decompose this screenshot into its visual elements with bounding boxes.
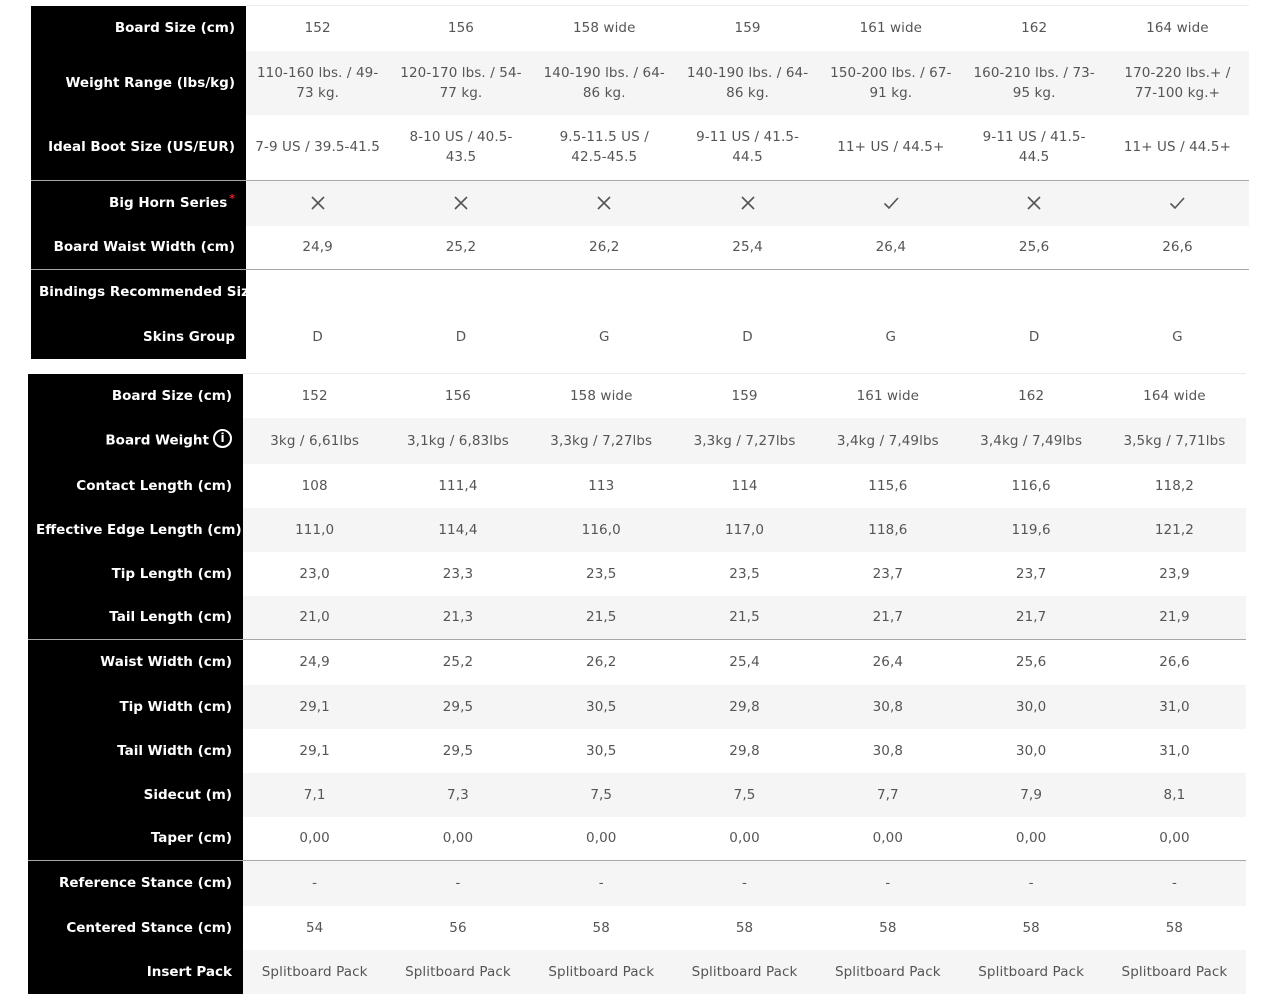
cross-icon <box>596 195 612 211</box>
row-label-text: Taper (cm) <box>150 830 232 847</box>
table-cell <box>533 270 676 315</box>
table-row <box>31 270 1249 315</box>
table-row <box>28 817 1246 861</box>
table-cell: 7,5 <box>530 773 673 817</box>
table-cell: 11+ US / 44.5+ <box>837 139 945 156</box>
table-cell: 26,4 <box>816 640 959 685</box>
table-cell: Splitboard Pack <box>530 950 673 994</box>
row-label <box>28 685 243 729</box>
table-row <box>28 773 1246 817</box>
table-cell: 23,5 <box>729 565 760 582</box>
table-cell: 23,7 <box>1015 565 1047 582</box>
row-label: Skins Group <box>31 315 246 359</box>
table-cell: 25,4 <box>673 640 816 685</box>
table-cell: 26,6 <box>1103 640 1246 685</box>
table-cell: 3,4kg / 7,49lbs <box>959 418 1102 464</box>
table-cell: 25,6 <box>1018 239 1050 256</box>
table-cell: - <box>243 861 386 906</box>
row-label <box>28 817 243 861</box>
table-cell: D <box>1028 328 1040 345</box>
table-cell: 29,5 <box>386 685 529 729</box>
table-cell: 21,7 <box>959 596 1102 640</box>
table-row <box>28 640 1246 685</box>
table-cell: 118,2 <box>1154 477 1194 494</box>
row-label <box>28 906 243 950</box>
table-cell: 7,3 <box>386 773 529 817</box>
table-cell: 113 <box>588 477 615 494</box>
row-label-text: Waist Width (cm) <box>100 654 232 671</box>
table-cell: Splitboard Pack <box>243 950 386 994</box>
table-cell <box>962 181 1105 226</box>
table-row <box>28 596 1246 640</box>
table-cell: 21,3 <box>386 596 529 640</box>
table-cell <box>1106 270 1249 315</box>
table-cell: 7,5 <box>673 773 816 817</box>
row-label <box>28 950 243 994</box>
table-row <box>31 115 1249 181</box>
table-cell: 108 <box>301 477 328 494</box>
table-cell: D <box>455 328 467 345</box>
table-cell: 58 <box>1022 919 1040 936</box>
table-cell: 156 <box>386 374 529 418</box>
cross-icon <box>310 195 326 211</box>
table-cell: 0,00 <box>872 830 904 847</box>
table-cell: 7-9 US / 39.5-41.5 <box>255 139 380 156</box>
table-cell: 164 wide <box>1103 374 1246 418</box>
board-specs-table-2 <box>28 373 1246 994</box>
table-cell: 164 wide <box>1106 6 1249 51</box>
cross-icon <box>740 195 756 211</box>
table-row <box>28 685 1246 729</box>
table-cell: 111,4 <box>438 477 478 494</box>
table-cell <box>819 181 962 226</box>
table-cell: 30,8 <box>816 685 959 729</box>
table-cell: 25,4 <box>732 239 763 256</box>
row-label <box>28 508 243 552</box>
row-label-text: Effective Edge Length (cm) <box>36 521 242 538</box>
table-cell: 23,7 <box>872 565 904 582</box>
table-cell: 170-220 lbs.+ / 77-100 kg.+ <box>1106 51 1249 115</box>
table-cell <box>1106 181 1249 226</box>
row-label-text: Tail Length (cm) <box>109 609 232 626</box>
table-cell: 8,1 <box>1103 773 1246 817</box>
row-label <box>28 773 243 817</box>
row-label-text: Insert Pack <box>146 963 232 980</box>
table-row <box>28 464 1246 508</box>
table-row <box>31 315 1249 359</box>
table-cell: 156 <box>389 6 532 51</box>
row-label: Ideal Boot Size (US/EUR) <box>31 115 246 181</box>
table-cell: 58 <box>735 919 754 936</box>
row-label <box>28 552 243 596</box>
row-label <box>31 181 246 226</box>
table-cell: 30,8 <box>872 742 904 759</box>
table-cell: 21,5 <box>673 596 816 640</box>
table-cell: 116,0 <box>530 508 673 552</box>
row-label-text: Board Weight <box>105 432 209 449</box>
check-icon <box>1169 195 1185 211</box>
table-row <box>28 950 1246 994</box>
table-cell: 0,00 <box>586 830 617 847</box>
table-cell: Splitboard Pack <box>673 950 816 994</box>
table-cell: 7,7 <box>816 773 959 817</box>
table-cell <box>676 270 819 315</box>
table-cell: 3kg / 6,61lbs <box>243 418 386 464</box>
table-cell: 161 wide <box>819 6 962 51</box>
table-cell: 110-160 lbs. / 49-73 kg. <box>246 51 389 115</box>
table-cell <box>389 181 532 226</box>
table-cell: 116,6 <box>1011 477 1051 494</box>
table-cell: 140-190 lbs. / 64-86 kg. <box>676 51 819 115</box>
table-row <box>31 6 1249 51</box>
table-cell: 9-11 US / 41.5-44.5 <box>696 129 800 166</box>
table-cell: - <box>673 861 816 906</box>
row-label-text: Reference Stance (cm) <box>58 875 232 892</box>
table-cell: - <box>959 861 1102 906</box>
row-label-text: Tip Length (cm) <box>111 565 232 582</box>
table-cell: 21,7 <box>816 596 959 640</box>
row-label: Weight Range (lbs/kg) <box>31 51 246 115</box>
row-label <box>28 464 243 508</box>
row-label <box>28 640 243 685</box>
asterisk-marker: * <box>229 192 235 206</box>
table-cell: 3,5kg / 7,71lbs <box>1103 418 1246 464</box>
table-cell: 30,5 <box>530 685 673 729</box>
table-cell: 162 <box>962 6 1105 51</box>
info-icon[interactable]: i <box>213 429 232 448</box>
table-cell: 24,9 <box>302 239 333 256</box>
table-cell: 21,5 <box>530 596 673 640</box>
table-cell: 159 <box>673 374 816 418</box>
table-cell: 31,0 <box>1103 685 1246 729</box>
row-label-text: Contact Length (cm) <box>76 477 232 494</box>
table-cell <box>533 181 676 226</box>
table-cell: 29,8 <box>673 685 816 729</box>
table-cell: G <box>1172 328 1183 345</box>
table-cell: 23,5 <box>586 565 617 582</box>
table-cell: 26,4 <box>875 239 907 256</box>
row-label <box>28 729 243 773</box>
table-cell: 158 wide <box>533 6 676 51</box>
table-cell: D <box>742 328 753 345</box>
table-cell: 26,6 <box>1162 239 1193 256</box>
table-cell: 25,2 <box>386 640 529 685</box>
table-cell: Splitboard Pack <box>959 950 1102 994</box>
table-cell: 56 <box>449 919 467 936</box>
table-cell: 0,00 <box>299 830 330 847</box>
table-cell <box>246 270 389 315</box>
row-label <box>28 418 243 464</box>
table-cell: 26,2 <box>530 640 673 685</box>
table-cell <box>246 181 389 226</box>
table-cell: 30,5 <box>586 742 617 759</box>
table-cell: 29,8 <box>729 742 760 759</box>
table-row <box>28 861 1246 906</box>
table-cell: 0,00 <box>729 830 760 847</box>
table-row <box>31 51 1249 115</box>
row-label <box>28 861 243 906</box>
row-label <box>28 374 243 418</box>
table-cell: 111,0 <box>243 508 386 552</box>
table-cell: 3,4kg / 7,49lbs <box>816 418 959 464</box>
table-row <box>28 906 1246 950</box>
table-cell: D <box>312 328 323 345</box>
table-cell: 0,00 <box>442 830 474 847</box>
table-cell: 58 <box>592 919 610 936</box>
table-cell: 11+ US / 44.5+ <box>1123 139 1231 156</box>
table-cell: 24,9 <box>243 640 386 685</box>
table-cell: 0,00 <box>1159 830 1190 847</box>
table-row <box>31 226 1249 270</box>
table-cell: 7,1 <box>243 773 386 817</box>
row-label: Board Size (cm) <box>31 6 246 51</box>
table-cell <box>819 270 962 315</box>
row-label <box>28 596 243 640</box>
table-cell: 29,1 <box>299 742 330 759</box>
table-cell: 150-200 lbs. / 67-91 kg. <box>819 51 962 115</box>
table-row <box>28 552 1246 596</box>
table-cell <box>962 270 1105 315</box>
table-cell: 114 <box>731 477 758 494</box>
table-cell: 161 wide <box>816 374 959 418</box>
cross-icon <box>453 195 469 211</box>
row-label-text: Sidecut (m) <box>143 786 232 803</box>
table-cell: 3,1kg / 6,83lbs <box>386 418 529 464</box>
table-cell: 58 <box>1165 919 1184 936</box>
table-cell: 23,9 <box>1159 565 1190 582</box>
table-row <box>28 374 1246 418</box>
check-icon <box>883 195 899 211</box>
row-label-text: Tail Width (cm) <box>117 742 232 759</box>
row-label-text: Centered Stance (cm) <box>66 919 232 936</box>
table-cell: 58 <box>879 919 897 936</box>
table-cell: - <box>1103 861 1246 906</box>
cross-icon <box>1026 195 1042 211</box>
table-cell: 158 wide <box>530 374 673 418</box>
row-label-text: Tip Width (cm) <box>119 698 232 715</box>
table-cell: 159 <box>676 6 819 51</box>
table-cell: 160-210 lbs. / 73-95 kg. <box>962 51 1105 115</box>
table-cell: 9.5-11.5 US / 42.5-45.5 <box>559 129 649 166</box>
table-cell: 118,6 <box>816 508 959 552</box>
table-cell: 3,3kg / 7,27lbs <box>530 418 673 464</box>
table-cell: 3,3kg / 7,27lbs <box>673 418 816 464</box>
table-cell: 115,6 <box>868 477 908 494</box>
row-label: Bindings Recommended Size <box>31 270 246 315</box>
table-cell <box>389 270 532 315</box>
table-cell <box>676 181 819 226</box>
table-cell: - <box>530 861 673 906</box>
board-specs-table-1 <box>31 5 1249 359</box>
table-cell: Splitboard Pack <box>816 950 959 994</box>
table-cell: 25,2 <box>445 239 477 256</box>
table-cell: 152 <box>243 374 386 418</box>
table-cell: 31,0 <box>1159 742 1190 759</box>
table-cell: 21,0 <box>243 596 386 640</box>
table-row <box>28 418 1246 464</box>
table-row <box>31 181 1249 226</box>
table-cell: 23,3 <box>442 565 474 582</box>
table-cell: Splitboard Pack <box>1103 950 1246 994</box>
table-row <box>28 508 1246 552</box>
table-cell: 119,6 <box>959 508 1102 552</box>
table-cell: - <box>386 861 529 906</box>
table-cell: 114,4 <box>386 508 529 552</box>
table-cell: 26,2 <box>589 239 620 256</box>
table-cell: 7,9 <box>959 773 1102 817</box>
table-cell: G <box>598 328 610 345</box>
row-label: Board Waist Width (cm) <box>31 226 246 270</box>
table-cell: 54 <box>305 919 324 936</box>
table-cell: 0,00 <box>1015 830 1047 847</box>
table-row <box>28 729 1246 773</box>
table-cell: Splitboard Pack <box>386 950 529 994</box>
table-cell: 30,0 <box>959 685 1102 729</box>
row-label-text: Board Size (cm) <box>111 387 232 404</box>
table-cell: 152 <box>246 6 389 51</box>
table-cell: - <box>816 861 959 906</box>
table-cell: 121,2 <box>1103 508 1246 552</box>
table-cell: 30,0 <box>1015 742 1047 759</box>
row-label-text: Big Horn Series <box>109 195 228 212</box>
table-cell: G <box>885 328 897 345</box>
table-cell: 29,5 <box>442 742 474 759</box>
table-cell: 29,1 <box>243 685 386 729</box>
table-cell: 9-11 US / 41.5-44.5 <box>982 129 1086 166</box>
table-cell: 117,0 <box>673 508 816 552</box>
table-cell: 120-170 lbs. / 54-77 kg. <box>389 51 532 115</box>
table-cell: 25,6 <box>959 640 1102 685</box>
table-cell: 140-190 lbs. / 64-86 kg. <box>533 51 676 115</box>
table-cell: 23,0 <box>299 565 330 582</box>
table-cell: 162 <box>959 374 1102 418</box>
table-cell: 8-10 US / 40.5-43.5 <box>409 129 513 166</box>
table-cell: 21,9 <box>1103 596 1246 640</box>
